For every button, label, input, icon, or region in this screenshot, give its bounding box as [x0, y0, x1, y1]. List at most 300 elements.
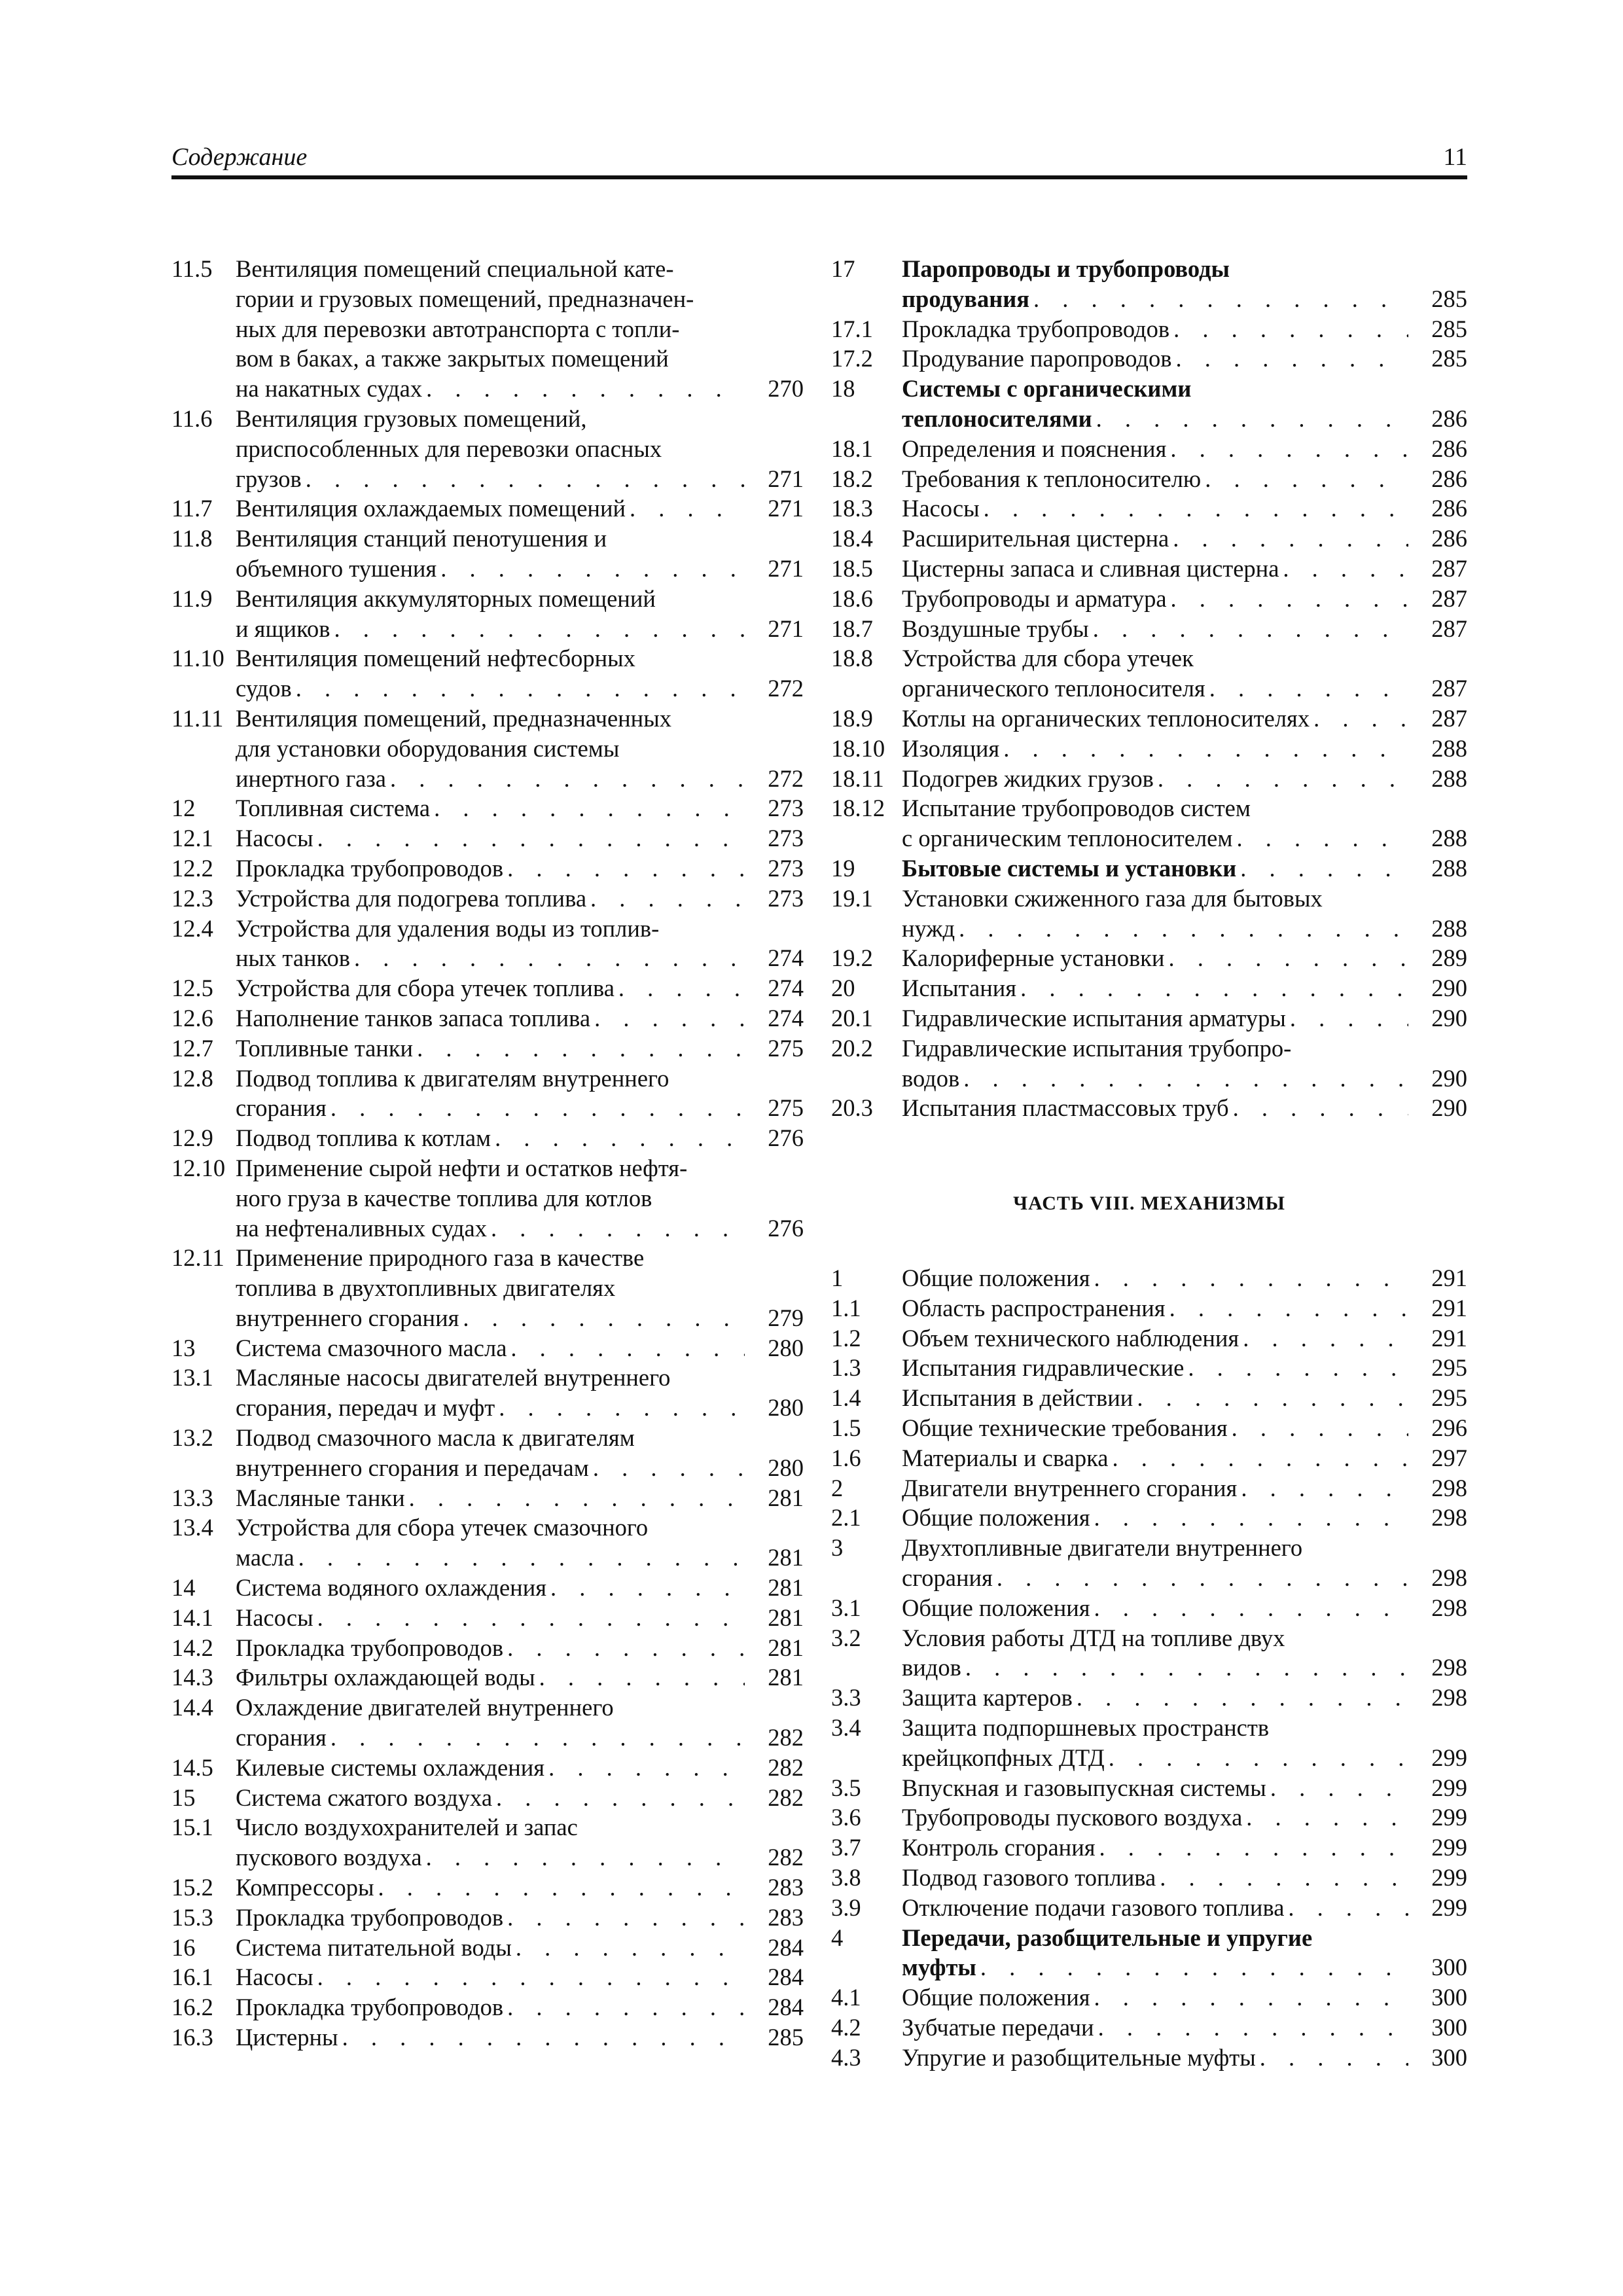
toc-entry-title	[902, 1503, 1467, 1533]
toc-entry-text: видов	[902, 1654, 961, 1681]
toc-entry-title	[236, 464, 804, 494]
toc-entry-title: Число воздухохранителей и запас	[236, 1814, 578, 1841]
toc-entry-title	[236, 973, 804, 1003]
toc-entry-title	[236, 1662, 804, 1693]
toc-entry-page: 288	[1431, 825, 1467, 852]
header-page-number: 11	[1443, 143, 1467, 171]
toc-entry-text: органического теплоносителя	[902, 675, 1205, 702]
dot-leader	[327, 1093, 745, 1123]
toc-entry-page: 287	[1431, 554, 1467, 582]
dot-leader	[1201, 464, 1408, 494]
toc-entry-text: продувания	[902, 285, 1030, 312]
dot-leader	[405, 1483, 745, 1513]
toc-entry-title: для установки оборудования системы	[236, 734, 620, 762]
toc-entry-title	[236, 943, 804, 973]
toc-entry-page: 299	[1431, 1804, 1467, 1831]
toc-entry-text: Трубопроводы и арматура	[902, 584, 1167, 612]
toc-entry-number: 12.10	[171, 1154, 226, 1181]
toc-entry-title: ного груза в качестве топлива для котлов	[236, 1184, 652, 1211]
toc-entry-line	[831, 1952, 1467, 1982]
dot-leader	[1256, 2043, 1408, 2073]
toc-entry-page: 271	[768, 465, 804, 492]
toc-entry-title	[902, 823, 1467, 853]
toc-entry-line	[171, 1393, 804, 1423]
toc-entry-text: Прокладка трубопроводов	[236, 1994, 504, 2021]
toc-entry-title: Вентиляция станций пенотушения и	[236, 525, 607, 552]
toc-entry-number: 16.3	[171, 2024, 213, 2051]
dot-leader	[993, 1563, 1408, 1593]
toc-entry-line	[171, 1003, 804, 1033]
toc-entry-line	[171, 493, 804, 524]
toc-entry-text: Прокладка трубопроводов	[236, 1903, 504, 1931]
dot-leader	[589, 1453, 745, 1483]
dot-leader	[302, 464, 745, 494]
toc-entry-line	[171, 344, 804, 374]
toc-entry-line	[171, 1903, 804, 1933]
toc-entry-line	[831, 1893, 1467, 1923]
toc-entry-line	[831, 1833, 1467, 1863]
toc-entry-text: Бытовые системы и установки	[902, 854, 1237, 882]
dot-leader	[1156, 1863, 1408, 1893]
toc-entry-number: 3.3	[831, 1684, 861, 1712]
toc-entry-number: 15.1	[171, 1814, 213, 1841]
toc-entry-line	[171, 1423, 804, 1453]
toc-entry-title: Вентиляция аккумуляторных помещений	[236, 584, 656, 612]
toc-entry-page: 298	[1431, 1594, 1467, 1621]
dot-leader	[1166, 434, 1408, 464]
toc-entry-text: ных танков	[236, 944, 350, 972]
toc-entry-text: Общие положения	[902, 1504, 1090, 1532]
dot-leader	[338, 2022, 745, 2053]
toc-entry-text: судов	[236, 675, 292, 702]
toc-entry-page: 286	[1431, 404, 1467, 432]
toc-entry-line	[171, 1123, 804, 1153]
toc-entry-title: приспособленных для перевозки опасных	[236, 435, 662, 462]
toc-entry-title	[902, 1003, 1467, 1033]
toc-entry-page: 290	[1431, 975, 1467, 1002]
toc-entry-text: Калориферные установки	[902, 944, 1165, 972]
dot-leader	[1171, 344, 1408, 374]
dot-leader	[1310, 704, 1408, 734]
toc-entry-title: Системы с органическими	[902, 375, 1192, 403]
toc-entry-number: 18.8	[831, 645, 873, 672]
toc-entry-title	[902, 1093, 1467, 1123]
toc-entry-line	[831, 1263, 1467, 1293]
toc-entry-text: Устройства для подогрева топлива	[236, 884, 587, 912]
toc-entry-page: 295	[1431, 1354, 1467, 1382]
toc-entry-number: 12.5	[171, 975, 213, 1002]
toc-entry-page: 290	[1431, 1004, 1467, 1031]
toc-entry-page: 275	[768, 1034, 804, 1062]
toc-entry-page: 286	[1431, 435, 1467, 462]
toc-entry-title: Вентиляция грузовых помещений,	[236, 404, 587, 432]
toc-entry-text: Впускная и газовыпускная системы	[902, 1774, 1266, 1801]
toc-entry-text: Система питательной воды	[236, 1933, 512, 1961]
toc-entry-page: 284	[768, 1964, 804, 1991]
toc-entry-number: 13	[171, 1334, 196, 1361]
dot-leader	[512, 1933, 745, 1963]
toc-entry-line	[831, 704, 1467, 734]
toc-entry-line	[171, 1153, 804, 1183]
toc-entry-text: Упругие и разобщительные муфты	[902, 2043, 1256, 2071]
toc-entry-page: 282	[768, 1784, 804, 1811]
toc-entry-page: 300	[1431, 2013, 1467, 2041]
toc-entry-line	[831, 584, 1467, 614]
toc-entry-title	[902, 344, 1467, 374]
toc-right-column	[831, 254, 1467, 1123]
dot-leader	[422, 1842, 745, 1873]
toc-entry-page: 298	[1431, 1684, 1467, 1712]
toc-entry-page: 274	[768, 975, 804, 1002]
toc-entry-title	[236, 1033, 804, 1064]
toc-entry-line	[171, 1303, 804, 1333]
toc-entry-title	[902, 1683, 1467, 1713]
dot-leader	[437, 554, 745, 584]
toc-entry-text: Воздушные трубы	[902, 615, 1089, 642]
toc-entry-title: Устройства для сбора утечек смазочного	[236, 1514, 649, 1541]
dot-leader	[1228, 1413, 1408, 1443]
dot-leader	[292, 673, 745, 704]
toc-entry-title	[902, 1383, 1467, 1413]
toc-entry-page: 271	[768, 615, 804, 642]
toc-entry-text: водов	[902, 1064, 960, 1092]
toc-entry-line	[171, 524, 804, 554]
toc-entry-line	[831, 554, 1467, 584]
dot-leader	[1286, 1003, 1408, 1033]
toc-entry-line	[171, 1753, 804, 1783]
toc-entry-page: 286	[1431, 495, 1467, 522]
dot-leader	[1266, 1773, 1408, 1803]
dot-leader	[1090, 1503, 1408, 1533]
dot-leader	[1105, 1743, 1408, 1773]
toc-entry-line	[831, 884, 1467, 914]
toc-entry-text: Котлы на органических теплоносителях	[902, 704, 1310, 732]
toc-entry-text: Испытания гидравлические	[902, 1354, 1185, 1382]
toc-entry-number: 14.5	[171, 1753, 213, 1781]
toc-entry-text: Зубчатые передачи	[902, 2013, 1094, 2041]
toc-entry-title: Передачи, разобщительные и упругие	[902, 1924, 1313, 1951]
dot-leader	[459, 1303, 745, 1333]
toc-entry-number: 4.2	[831, 2013, 861, 2041]
toc-entry-text: Изоляция	[902, 734, 1000, 762]
toc-entry-page: 286	[1431, 525, 1467, 552]
dot-leader	[1092, 404, 1408, 434]
toc-entry-text: Насосы	[236, 825, 313, 852]
toc-entry-line	[171, 554, 804, 584]
toc-entry-number: 15	[171, 1784, 196, 1811]
toc-entry-line	[171, 1273, 804, 1303]
toc-entry-page: 298	[1431, 1654, 1467, 1681]
toc-entry-page: 288	[1431, 764, 1467, 792]
toc-entry-line	[831, 764, 1467, 794]
toc-entry-text: Устройства для сбора утечек топлива	[236, 975, 615, 1002]
toc-entry-title	[236, 1873, 804, 1903]
toc-entry-number: 12.7	[171, 1034, 213, 1062]
toc-entry-page: 297	[1431, 1444, 1467, 1471]
dot-leader	[1284, 1893, 1408, 1923]
toc-entry-line	[171, 374, 804, 404]
toc-entry-number: 17	[831, 255, 855, 282]
toc-entry-line	[831, 1563, 1467, 1593]
toc-entry-title	[236, 1483, 804, 1513]
toc-entry-title	[236, 1633, 804, 1663]
toc-entry-line	[171, 584, 804, 614]
header-title: Содержание	[171, 143, 308, 171]
toc-entry-line	[831, 314, 1467, 344]
toc-entry-number: 12	[171, 795, 196, 822]
toc-entry-title: ных для перевозки автотранспорта с топли-	[236, 315, 680, 342]
toc-entry-line	[831, 1093, 1467, 1123]
toc-entry-page: 280	[768, 1454, 804, 1481]
dot-leader	[1089, 614, 1408, 644]
dot-leader	[535, 1662, 745, 1693]
toc-entry-number: 11.6	[171, 404, 213, 432]
dot-leader	[980, 493, 1408, 524]
toc-entry-number: 15.2	[171, 1874, 213, 1901]
toc-entry-text: Система смазочного масла	[236, 1334, 507, 1361]
toc-entry-page: 290	[1431, 1064, 1467, 1092]
toc-entry-text: Отключение подачи газового топлива	[902, 1893, 1285, 1921]
toc-entry-text: объемного тушения	[236, 554, 437, 582]
toc-entry-text: Продувание паропроводов	[902, 345, 1172, 372]
toc-entry-number: 12.2	[171, 854, 213, 882]
toc-entry-line	[831, 434, 1467, 464]
dot-leader	[495, 1393, 745, 1423]
toc-entry-title	[902, 464, 1467, 494]
toc-entry-page: 299	[1431, 1863, 1467, 1891]
toc-entry-number: 12.4	[171, 914, 213, 942]
toc-entry-title	[236, 1903, 804, 1933]
toc-entry-number: 14.1	[171, 1604, 213, 1631]
toc-entry-title	[236, 823, 804, 853]
toc-entry-title	[236, 1992, 804, 2022]
toc-entry-line	[171, 404, 804, 434]
toc-entry-line	[831, 2013, 1467, 2043]
part-heading: ЧАСТЬ VIII. МЕХАНИЗМЫ	[1013, 1193, 1285, 1214]
toc-entry-number: 18.12	[831, 795, 885, 822]
dot-leader	[1096, 1833, 1408, 1863]
toc-entry-text: Топливная система	[236, 795, 431, 822]
toc-entry-line	[171, 1842, 804, 1873]
toc-entry-line	[171, 1213, 804, 1244]
toc-entry-page: 287	[1431, 615, 1467, 642]
toc-entry-page: 271	[768, 554, 804, 582]
dot-leader	[1169, 524, 1408, 554]
toc-entry-title	[902, 704, 1467, 734]
toc-entry-line	[831, 1533, 1467, 1563]
toc-entry-text: Масляные танки	[236, 1484, 405, 1511]
toc-entry-title	[236, 1603, 804, 1633]
toc-entry-text: пускового воздуха	[236, 1844, 422, 1871]
toc-entry-title	[236, 2022, 804, 2053]
toc-entry-line	[171, 1453, 804, 1483]
toc-entry-line	[171, 1783, 804, 1813]
toc-entry-line	[831, 344, 1467, 374]
toc-entry-title	[902, 614, 1467, 644]
dot-leader	[313, 1962, 745, 1992]
toc-entry-number: 3.5	[831, 1774, 861, 1801]
toc-entry-text: и ящиков	[236, 615, 330, 642]
toc-entry-line	[831, 464, 1467, 494]
toc-entry-number: 20.3	[831, 1094, 873, 1122]
toc-entry-title	[902, 404, 1467, 434]
toc-entry-line	[171, 1992, 804, 2022]
toc-entry-line	[171, 434, 804, 464]
toc-entry-text: сгорания	[902, 1564, 993, 1591]
toc-entry-title: Условия работы ДТД на топливе двух	[902, 1624, 1285, 1651]
toc-entry-line	[171, 1483, 804, 1513]
toc-entry-number: 2	[831, 1474, 844, 1501]
toc-entry-line	[831, 2043, 1467, 2073]
toc-entry-title	[902, 943, 1467, 973]
toc-entry-number: 18.3	[831, 495, 873, 522]
toc-entry-title: Применение сырой нефти и остатков нефтя-	[236, 1154, 688, 1181]
toc-entry-line	[831, 404, 1467, 434]
toc-entry-line	[831, 1923, 1467, 1953]
toc-entry-title	[236, 1003, 804, 1033]
toc-entry-number: 3.4	[831, 1713, 861, 1741]
toc-entry-title: Установки сжиженного газа для бытовых	[902, 884, 1323, 912]
toc-entry-line	[171, 1543, 804, 1573]
toc-entry-page: 281	[768, 1634, 804, 1661]
toc-entry-line	[171, 1603, 804, 1633]
toc-entry-number: 18.10	[831, 734, 885, 762]
toc-entry-number: 15.3	[171, 1903, 213, 1931]
toc-entry-title: Подвод смазочного масла к двигателям	[236, 1424, 635, 1452]
toc-entry-page: 298	[1431, 1504, 1467, 1532]
toc-entry-line	[171, 1873, 804, 1903]
dot-leader	[1016, 973, 1408, 1003]
toc-entry-page: 300	[1431, 1954, 1467, 1981]
dot-leader	[1236, 853, 1408, 884]
toc-entry-title	[902, 973, 1467, 1003]
dot-leader	[507, 1333, 745, 1363]
dot-leader	[615, 973, 745, 1003]
toc-entry-title	[902, 1473, 1467, 1503]
toc-entry-line	[171, 973, 804, 1003]
toc-entry-text: Насосы	[236, 1964, 313, 1991]
dot-leader	[999, 734, 1408, 764]
dot-leader	[1239, 1323, 1408, 1354]
toc-entry-number: 13.1	[171, 1364, 213, 1391]
toc-entry-title	[236, 1393, 804, 1423]
dot-leader	[430, 793, 745, 823]
toc-entry-line	[171, 1693, 804, 1723]
toc-entry-number: 18	[831, 375, 855, 403]
toc-entry-number: 11.5	[171, 255, 213, 282]
toc-entry-number: 12.6	[171, 1004, 213, 1031]
toc-entry-number: 1	[831, 1265, 844, 1291]
dot-leader	[1094, 2013, 1408, 2043]
toc-entry-title	[902, 1653, 1467, 1683]
toc-entry-page: 300	[1431, 2043, 1467, 2071]
toc-entry-line	[831, 1773, 1467, 1803]
toc-entry-number: 17.2	[831, 345, 873, 372]
toc-entry-text: с органическим теплоносителем	[902, 825, 1233, 852]
toc-entry-text: муфты	[902, 1954, 976, 1981]
dot-leader	[413, 1033, 745, 1064]
toc-entry-number: 19	[831, 854, 855, 882]
toc-entry-number: 16.1	[171, 1964, 213, 1991]
toc-entry-line	[831, 943, 1467, 973]
toc-entry-title: Применение природного газа в качестве	[236, 1244, 645, 1272]
dot-leader	[1073, 1683, 1408, 1713]
toc-entry-number: 1.3	[831, 1354, 861, 1382]
toc-entry-number: 20	[831, 975, 855, 1002]
dot-leader	[961, 1653, 1408, 1683]
toc-entry-page: 298	[1431, 1474, 1467, 1501]
toc-entry-title	[236, 884, 804, 914]
toc-entry-number: 14.3	[171, 1664, 213, 1691]
toc-entry-title: Защита подпоршневых пространств	[902, 1713, 1270, 1741]
toc-entry-title	[902, 554, 1467, 584]
dot-leader	[386, 764, 745, 794]
toc-entry-page: 280	[768, 1334, 804, 1361]
dot-leader	[1133, 1383, 1408, 1413]
dot-leader	[1232, 823, 1408, 853]
toc-entry-title: вом в баках, а также закрытых помещений	[236, 345, 669, 372]
toc-entry-title: топлива в двухтопливных двигателях	[236, 1274, 616, 1302]
dot-leader	[590, 1003, 745, 1033]
toc-entry-title	[236, 793, 804, 823]
dot-leader	[503, 1633, 745, 1663]
toc-entry-line	[171, 1183, 804, 1213]
dot-leader	[422, 374, 745, 404]
toc-entry-number: 19.1	[831, 884, 873, 912]
toc-entry-page: 270	[768, 375, 804, 403]
toc-entry-text: Общие положения	[902, 1594, 1090, 1621]
toc-entry-text: Общие технические требования	[902, 1414, 1228, 1441]
toc-entry-text: Испытания пластмассовых труб	[902, 1094, 1229, 1122]
toc-entry-title	[236, 614, 804, 644]
toc-entry-title	[902, 524, 1467, 554]
toc-entry-text: Требования к теплоносителю	[902, 465, 1202, 492]
dot-leader	[586, 884, 745, 914]
toc-entry-text: нужд	[902, 914, 955, 942]
toc-entry-text: внутреннего сгорания	[236, 1304, 459, 1331]
toc-entry-title	[236, 374, 804, 404]
dot-leader	[330, 614, 745, 644]
dot-leader	[1279, 554, 1408, 584]
toc-entry-page: 273	[768, 854, 804, 882]
toc-entry-text: сгорания	[236, 1724, 327, 1751]
toc-entry-page: 289	[1431, 944, 1467, 972]
toc-entry-line	[831, 374, 1467, 404]
toc-entry-text: Материалы и сварка	[902, 1444, 1109, 1471]
toc-entry-page: 276	[768, 1124, 804, 1152]
toc-entry-line	[171, 1573, 804, 1603]
dot-leader	[492, 1783, 745, 1813]
toc-entry-text: крейцкопфных ДТД	[902, 1744, 1105, 1771]
toc-entry-number: 11.10	[171, 645, 224, 672]
dot-leader	[546, 1573, 745, 1603]
toc-entry-line	[831, 1293, 1467, 1323]
toc-entry-page: 281	[768, 1604, 804, 1631]
toc-entry-number: 1.2	[831, 1324, 861, 1352]
toc-entry-number: 1.6	[831, 1444, 861, 1471]
toc-entry-line	[831, 1803, 1467, 1833]
toc-entry-line	[831, 643, 1467, 673]
toc-entry-number: 12.9	[171, 1124, 213, 1152]
toc-entry-title: Вентиляция помещений специальной кате-	[236, 255, 674, 282]
toc-entry-line	[171, 1962, 804, 1992]
toc-entry-line	[171, 314, 804, 344]
toc-entry-title	[236, 1303, 804, 1333]
toc-part8-column	[831, 1263, 1467, 2073]
toc-entry-line	[831, 1743, 1467, 1773]
toc-entry-text: сгорания	[236, 1094, 327, 1122]
toc-entry-number: 3.7	[831, 1834, 861, 1861]
